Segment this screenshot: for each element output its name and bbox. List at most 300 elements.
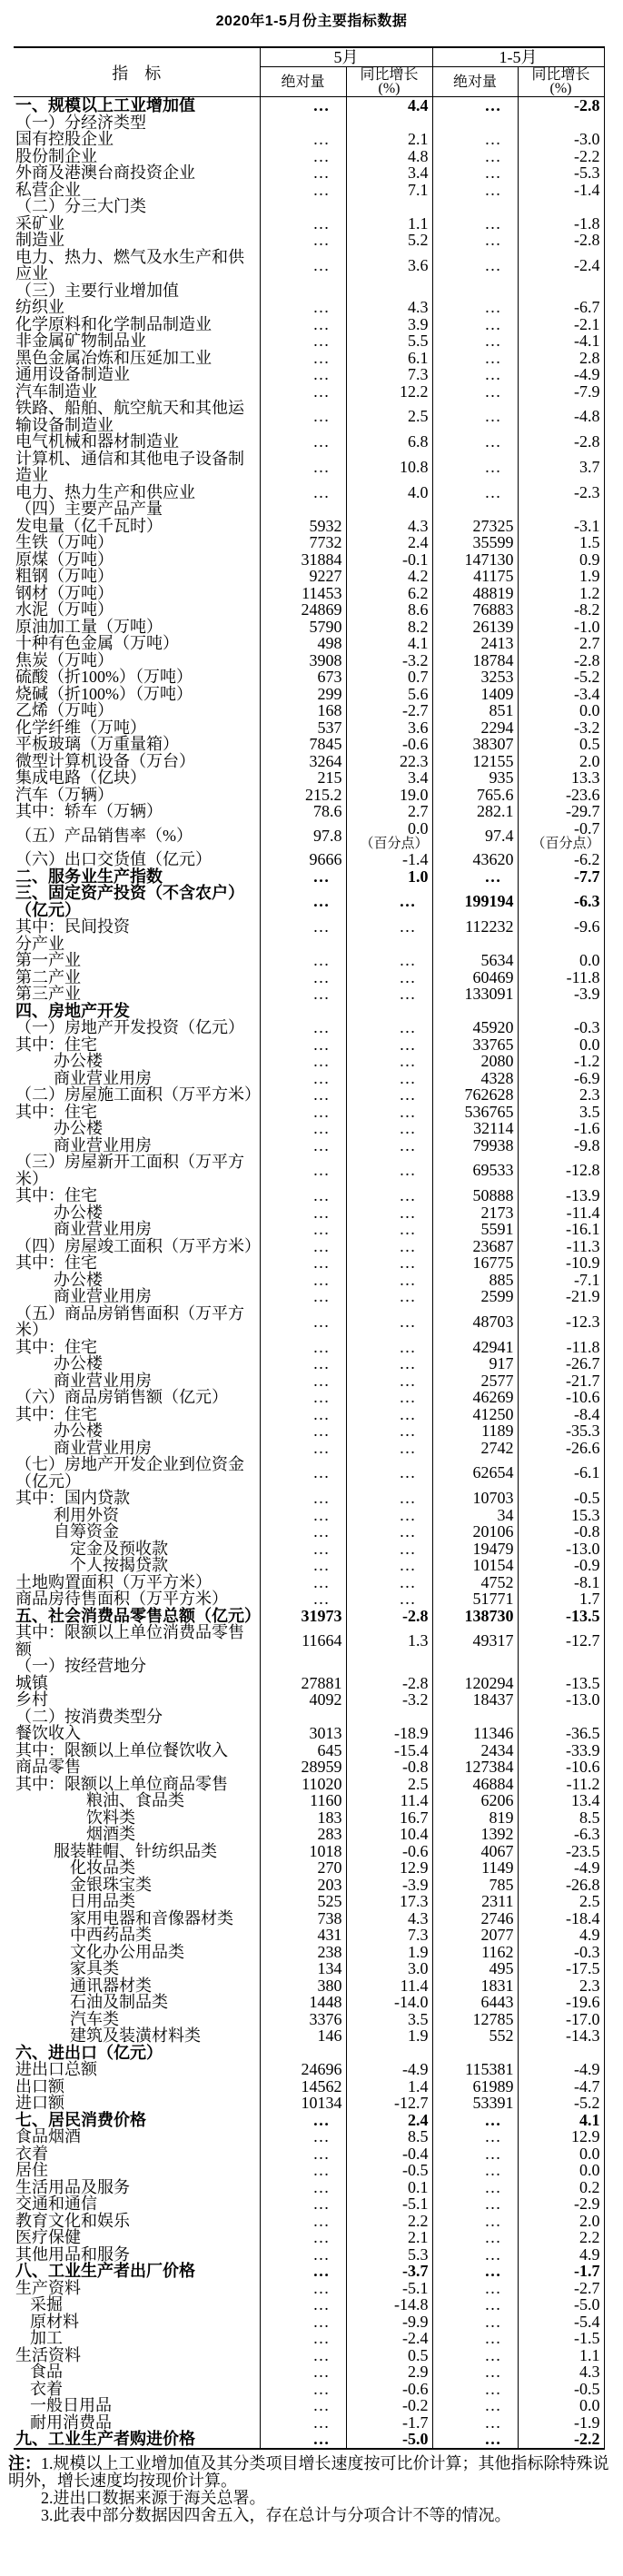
indicator-label: 股份制企业 — [15, 146, 97, 165]
cum-yoy-value: -2.9 — [574, 2195, 600, 2213]
may-absolute-value: 299 — [317, 684, 342, 703]
may-absolute-value: … — [312, 1489, 330, 1507]
cum-absolute-value: … — [484, 381, 501, 401]
may-yoy-value: … — [399, 1220, 416, 1238]
may-yoy-value: -0.6 — [402, 1841, 429, 1860]
indicator-label: 定金及预收款 — [70, 1539, 168, 1558]
indicator-label: （七）房地产开发企业到位资金（亿元） — [15, 1455, 244, 1491]
cum-yoy-value: -35.3 — [566, 1422, 600, 1440]
cum-yoy-cell — [518, 400, 604, 433]
indicator-cell — [14, 1574, 260, 1591]
cum-yoy-value: 2.8 — [579, 348, 600, 367]
may-absolute-value: 7845 — [309, 735, 342, 753]
cum-yoy-value: 4.3 — [579, 2363, 600, 2381]
indicator-label: 服装鞋帽、针纺织品类 — [54, 1841, 217, 1860]
indicator-label: 耐用消费品 — [30, 2413, 112, 2432]
cum-absolute-cell — [432, 1675, 518, 1692]
cum-yoy-value: 2.3 — [579, 1085, 600, 1104]
indicator-cell — [14, 1725, 260, 1742]
indicator-label: 水泥（万吨） — [15, 600, 114, 619]
may-yoy-value: 5.2 — [408, 231, 429, 249]
may-absolute-value: 5932 — [309, 516, 342, 535]
may-yoy-value: … — [399, 1119, 416, 1137]
indicator-cell — [14, 585, 260, 602]
cum-absolute-value: 112232 — [465, 917, 514, 936]
indicator-cell — [14, 1960, 260, 1977]
table-row — [14, 2061, 604, 2078]
indicator-cell — [14, 1440, 260, 1457]
may-absolute-value: … — [312, 2312, 330, 2331]
cum-yoy-value: -0.5 — [574, 1489, 600, 1507]
may-yoy-cell — [346, 652, 432, 669]
may-yoy-cell — [346, 2397, 432, 2414]
may-yoy-cell — [346, 986, 432, 1003]
indicator-cell — [14, 2381, 260, 2398]
may-absolute-value: 431 — [317, 1926, 342, 1944]
may-absolute-value: … — [312, 2127, 330, 2145]
may-yoy-value: … — [399, 1085, 416, 1104]
may-absolute-cell — [260, 2296, 346, 2313]
indicator-cell — [14, 1003, 260, 1020]
indicator-label: 医疗保健 — [15, 2228, 81, 2246]
cum-yoy-cell — [518, 215, 604, 233]
indicator-cell — [14, 2330, 260, 2347]
indicator-cell — [14, 400, 260, 433]
cum-absolute-value: … — [484, 2379, 501, 2398]
may-absolute-cell — [260, 719, 346, 737]
table-row — [14, 803, 604, 820]
cum-absolute-value: … — [484, 314, 501, 333]
cum-absolute-cell — [432, 114, 518, 132]
may-yoy-cell — [346, 114, 432, 132]
cum-absolute-cell — [432, 518, 518, 535]
cum-absolute-value: … — [484, 146, 501, 165]
cum-yoy-value: -12.3 — [566, 1312, 600, 1331]
table-row — [14, 1994, 604, 2011]
indicator-cell — [14, 1691, 260, 1709]
may-absolute-cell — [260, 1137, 346, 1154]
table-row — [14, 1490, 604, 1507]
table-row — [14, 131, 604, 148]
table-row — [14, 969, 604, 986]
may-absolute-value: … — [312, 1270, 330, 1289]
cum-absolute-value: 10154 — [472, 1556, 514, 1574]
cum-absolute-cell — [432, 2246, 518, 2264]
cum-yoy-value: -3.9 — [574, 985, 600, 1003]
may-yoy-cell — [346, 1624, 432, 1658]
cum-absolute-value: … — [484, 432, 501, 451]
indicator-cell — [14, 1406, 260, 1423]
cum-yoy-cell — [518, 1859, 604, 1877]
cum-yoy-cell — [518, 585, 604, 602]
cum-absolute-cell — [432, 1944, 518, 1961]
cum-yoy-value: -0.3 — [574, 1018, 600, 1036]
cum-absolute-value: 120294 — [464, 1673, 514, 1692]
table-row — [14, 1355, 604, 1372]
indicator-cell — [14, 148, 260, 165]
cum-absolute-cell — [432, 918, 518, 936]
indicator-cell — [14, 332, 260, 350]
cum-absolute-cell — [432, 249, 518, 282]
cum-absolute-cell — [432, 182, 518, 199]
may-yoy-value: … — [399, 1236, 416, 1255]
cum-yoy-cell — [518, 1372, 604, 1390]
may-absolute-value: 11020 — [302, 1774, 342, 1793]
cum-yoy-cell — [518, 1305, 604, 1339]
table-row — [14, 1254, 604, 1272]
may-yoy-cell — [346, 2095, 432, 2112]
cum-yoy-value: -11.8 — [566, 967, 600, 986]
may-yoy-cell — [346, 2162, 432, 2179]
cum-yoy-value: 2.7 — [579, 634, 600, 652]
cum-yoy-value: -6.2 — [574, 850, 600, 868]
may-yoy-cell — [346, 2011, 432, 2028]
may-absolute-value: … — [312, 1052, 330, 1070]
cum-yoy-cell — [518, 1709, 604, 1726]
indicator-cell — [14, 534, 260, 551]
may-yoy-cell — [346, 1372, 432, 1390]
indicator-cell — [14, 1086, 260, 1104]
may-absolute-value: 215 — [317, 768, 342, 787]
cum-yoy-value: -0.5 — [574, 2379, 600, 2398]
table-row — [14, 2363, 604, 2381]
may-yoy-cell — [346, 1053, 432, 1070]
cum-absolute-value: 10703 — [472, 1489, 514, 1507]
indicator-label: （五）商品房销售面积（万平方米） — [15, 1303, 244, 1339]
indicator-cell — [14, 2112, 260, 2129]
cum-absolute-cell — [432, 1759, 518, 1776]
cum-absolute-value: 885 — [489, 1270, 514, 1289]
cum-absolute-cell — [432, 1372, 518, 1390]
cum-absolute-value: 5591 — [480, 1220, 514, 1238]
may-yoy-value: 0.0 — [408, 818, 429, 837]
may-absolute-cell — [260, 1036, 346, 1054]
cum-yoy-value: -17.5 — [566, 1959, 600, 1977]
may-yoy-cell — [346, 2128, 432, 2145]
may-yoy-cell — [346, 2296, 432, 2313]
cum-absolute-cell — [432, 1389, 518, 1406]
indicator-label: 利用外资 — [54, 1505, 119, 1524]
cum-absolute-cell — [432, 164, 518, 182]
indicator-label: 分产业 — [15, 934, 64, 953]
cum-yoy-cell — [518, 484, 604, 501]
cum-absolute-value: 2577 — [480, 1371, 514, 1390]
cum-absolute-cell — [432, 1893, 518, 1910]
cum-absolute-value: 35599 — [472, 533, 514, 551]
cum-absolute-value: … — [484, 180, 501, 199]
cum-yoy-value: -6.1 — [574, 1463, 600, 1482]
cum-yoy-cell — [518, 1826, 604, 1843]
may-absolute-cell — [260, 2229, 346, 2246]
may-yoy-value: 6.8 — [408, 432, 429, 451]
table-row — [14, 1691, 604, 1709]
cum-yoy-cell — [518, 1036, 604, 1054]
cum-yoy-cell — [518, 1254, 604, 1272]
may-yoy-cell — [346, 851, 432, 868]
may-yoy-value: -3.9 — [402, 1875, 429, 1894]
indicator-label: 化学原料和化学制品制造业 — [15, 314, 212, 333]
may-yoy-value: … — [399, 1312, 416, 1331]
cum-yoy-cell — [518, 1355, 604, 1372]
may-yoy-cell — [346, 787, 432, 804]
indicator-cell — [14, 2145, 260, 2163]
indicator-label: 食品 — [30, 2363, 63, 2381]
may-absolute-cell — [260, 820, 346, 852]
may-absolute-value: … — [312, 96, 330, 114]
indicator-cell — [14, 1120, 260, 1137]
may-yoy-cell — [346, 366, 432, 383]
may-absolute-value: 24696 — [301, 2060, 342, 2078]
may-yoy-cell — [346, 585, 432, 602]
cum-yoy-cell — [518, 2397, 604, 2414]
may-absolute-cell — [260, 1691, 346, 1709]
cum-yoy-value: -6.3 — [574, 1825, 600, 1843]
cum-yoy-cell — [518, 1624, 604, 1658]
cum-absolute-value: … — [484, 2127, 501, 2145]
may-absolute-cell — [260, 1977, 346, 1995]
cum-yoy-value: -5.2 — [574, 668, 600, 686]
table-row — [14, 1406, 604, 1423]
may-absolute-value: … — [312, 1135, 330, 1154]
indicator-label: 教育文化和娱乐 — [15, 2211, 130, 2230]
cum-absolute-cell — [432, 1422, 518, 1440]
indicator-label: （二）分三大门类 — [15, 197, 146, 215]
indicator-cell — [14, 769, 260, 787]
may-absolute-cell — [260, 1877, 346, 1894]
may-yoy-value: … — [399, 985, 416, 1003]
may-absolute-value: … — [312, 314, 330, 333]
indicator-cell — [14, 1826, 260, 1843]
indicator-label: （六）出口交货值（亿元） — [15, 850, 212, 868]
indicator-cell — [14, 1154, 260, 1187]
may-yoy-cell — [346, 282, 432, 300]
cum-absolute-value: … — [484, 298, 501, 316]
cum-yoy-cell — [518, 1154, 604, 1187]
cum-absolute-value: 50888 — [472, 1186, 514, 1204]
may-yoy-cell — [346, 1507, 432, 1524]
table-row — [14, 1305, 604, 1339]
may-absolute-cell — [260, 2027, 346, 2045]
cum-absolute-cell — [432, 1003, 518, 1020]
indicator-cell — [14, 2431, 260, 2449]
cum-absolute-value: 2746 — [480, 1908, 514, 1927]
cum-absolute-cell — [432, 2313, 518, 2331]
table-row — [14, 2045, 604, 2062]
indicator-label: 发电量（亿千瓦时） — [15, 516, 163, 535]
may-absolute-cell — [260, 1406, 346, 1423]
note-line-3: 3.此表中部分数据因四舍五入，存在总计与分项合计不等的情况。 — [41, 2505, 511, 2524]
table-row — [14, 986, 604, 1003]
may-absolute-value: … — [312, 146, 330, 165]
may-absolute-cell — [260, 2431, 346, 2449]
cum-yoy-cell — [518, 1977, 604, 1995]
cum-absolute-cell — [432, 97, 518, 114]
may-yoy-value: 11.4 — [400, 1976, 429, 1995]
indicator-label: 集成电路（亿块） — [15, 768, 146, 787]
cum-absolute-cell — [432, 1154, 518, 1187]
cum-absolute-cell — [432, 2431, 518, 2449]
may-yoy-cell — [346, 164, 432, 182]
table-row — [14, 2229, 604, 2246]
may-yoy-cell — [346, 1272, 432, 1289]
cum-yoy-cell — [518, 686, 604, 703]
cum-yoy-value: -1.4 — [574, 180, 600, 199]
indicator-label: 二、服务业生产指数 — [15, 867, 163, 886]
may-yoy-value: … — [399, 917, 416, 936]
may-yoy-cell — [346, 686, 432, 703]
may-yoy-value: -0.8 — [402, 1758, 429, 1776]
table-row — [14, 164, 604, 182]
indicator-cell — [14, 686, 260, 703]
may-yoy-value: 2.9 — [408, 2363, 429, 2381]
indicator-label: （一）按经营地分 — [15, 1657, 146, 1675]
note-text-1: 1.规模以上工业增加值及其分类项目增长速度按可比价计算；其他指标除特殊说明外，增长速度均按现价计算。 — [8, 2453, 609, 2490]
may-absolute-value: … — [312, 2295, 330, 2313]
cum-absolute-value: 48703 — [472, 1312, 514, 1331]
may-yoy-value: … — [399, 967, 416, 986]
may-yoy-value: … — [399, 1354, 416, 1372]
table-row — [14, 2280, 604, 2297]
cum-yoy-cell — [518, 2263, 604, 2280]
cum-absolute-value: 48819 — [472, 583, 514, 602]
table-row — [14, 1523, 604, 1541]
indicator-label: 出口额 — [15, 2076, 64, 2095]
indicator-label: 商业营业用房 — [54, 1135, 152, 1154]
may-absolute-value: … — [312, 457, 330, 476]
table-row — [14, 1288, 604, 1305]
indicator-cell — [14, 1204, 260, 1222]
table-row — [14, 2431, 604, 2449]
may-yoy-value: 7.3 — [408, 1926, 429, 1944]
may-absolute-cell — [260, 1086, 346, 1104]
cum-yoy-cell — [518, 2078, 604, 2095]
cum-yoy-cell — [518, 1759, 604, 1776]
cum-absolute-cell — [432, 1070, 518, 1087]
may-absolute-value: 134 — [317, 1959, 342, 1977]
may-absolute-cell — [260, 484, 346, 501]
may-yoy-value: -0.1 — [402, 550, 429, 569]
may-absolute-value: 3908 — [309, 650, 342, 669]
table-row — [14, 1456, 604, 1490]
cum-yoy-value: 13.3 — [571, 768, 600, 787]
may-yoy-value: … — [399, 1018, 416, 1036]
cum-absolute-value: 2077 — [480, 1926, 514, 1944]
header-cum-absolute — [432, 67, 518, 97]
cum-absolute-cell — [432, 1019, 518, 1036]
may-yoy-value: … — [399, 1489, 416, 1507]
table-row — [14, 769, 604, 787]
cum-absolute-value: … — [484, 332, 501, 350]
cum-yoy-cell — [518, 1541, 604, 1558]
cum-yoy-cell — [518, 803, 604, 820]
indicator-label: 生产资料 — [15, 2278, 81, 2297]
cum-yoy-cell — [518, 1843, 604, 1860]
cum-absolute-cell — [432, 686, 518, 703]
may-yoy-value: -2.8 — [402, 1606, 429, 1625]
may-yoy-cell — [346, 1725, 432, 1742]
cum-absolute-value: … — [484, 365, 501, 383]
may-yoy-cell — [346, 1608, 432, 1625]
may-absolute-cell — [260, 1070, 346, 1087]
cum-absolute-cell — [432, 1490, 518, 1507]
cum-yoy-value: 3.5 — [579, 1102, 600, 1121]
may-absolute-value: … — [312, 1035, 330, 1054]
may-absolute-cell — [260, 601, 346, 619]
cum-absolute-value: 34 — [497, 1505, 514, 1524]
may-yoy-cell — [346, 1104, 432, 1121]
may-absolute-cell — [260, 1927, 346, 1944]
cum-absolute-cell — [432, 2095, 518, 2112]
cum-absolute-value: 51771 — [472, 1590, 514, 1608]
cum-absolute-value: … — [484, 2329, 501, 2347]
may-yoy-value: 1.9 — [408, 2026, 429, 2045]
may-absolute-value: … — [312, 163, 330, 182]
may-yoy-value: -0.2 — [402, 2396, 429, 2414]
table-row — [14, 1826, 604, 1843]
cum-absolute-value: 6206 — [480, 1791, 514, 1809]
cum-absolute-cell — [432, 1523, 518, 1541]
may-absolute-cell — [260, 1675, 346, 1692]
cum-yoy-cell — [518, 97, 604, 114]
may-absolute-cell — [260, 148, 346, 165]
may-absolute-cell — [260, 885, 346, 918]
indicator-cell — [14, 316, 260, 333]
may-yoy-value: -5.0 — [402, 2430, 429, 2448]
cum-yoy-cell — [518, 936, 604, 953]
indicator-cell — [14, 484, 260, 501]
may-absolute-value: … — [312, 1438, 330, 1457]
may-absolute-cell — [260, 1557, 346, 1574]
cum-absolute-cell — [432, 1557, 518, 1574]
cum-yoy-cell — [518, 2145, 604, 2163]
table-row — [14, 1507, 604, 1524]
may-yoy-cell — [346, 2280, 432, 2297]
cum-yoy-cell — [518, 2280, 604, 2297]
may-yoy-cell — [346, 1944, 432, 1961]
may-absolute-value: … — [312, 255, 330, 274]
indicator-label: 乡村 — [15, 1690, 48, 1709]
indicator-label: 其中：限额以上单位消费品零售额 — [15, 1623, 244, 1659]
cum-absolute-cell — [432, 1742, 518, 1759]
table-row — [14, 1036, 604, 1054]
may-yoy-value: -9.9 — [402, 2312, 429, 2331]
may-yoy-value: 12.9 — [400, 1858, 429, 1877]
cum-yoy-value: -19.6 — [566, 1993, 600, 2011]
may-yoy-value: 1.0 — [408, 867, 429, 886]
cum-yoy-value: -2.7 — [574, 2278, 600, 2297]
may-absolute-cell — [260, 753, 346, 770]
cum-yoy-value: -2.8 — [574, 650, 600, 669]
table-row — [14, 2078, 604, 2095]
cum-yoy-cell — [518, 518, 604, 535]
cum-absolute-value: … — [484, 2345, 501, 2364]
indicator-label: 其中：住宅 — [15, 1404, 97, 1423]
indicator-cell — [14, 753, 260, 770]
cum-absolute-cell — [432, 2263, 518, 2280]
indicator-cell — [14, 1792, 260, 1809]
indicator-label: 其中：民间投资 — [15, 917, 130, 936]
may-absolute-value: 270 — [317, 1858, 342, 1877]
cum-absolute-value: 42941 — [472, 1337, 514, 1356]
may-absolute-value: … — [312, 407, 330, 426]
cum-yoy-value: -0.3 — [574, 1942, 600, 1961]
may-yoy-cell — [346, 1809, 432, 1827]
table-row — [14, 215, 604, 233]
cum-absolute-value: 41175 — [473, 567, 514, 585]
may-absolute-cell — [260, 635, 346, 652]
may-absolute-value: 3376 — [309, 2009, 342, 2028]
may-absolute-cell — [260, 350, 346, 367]
